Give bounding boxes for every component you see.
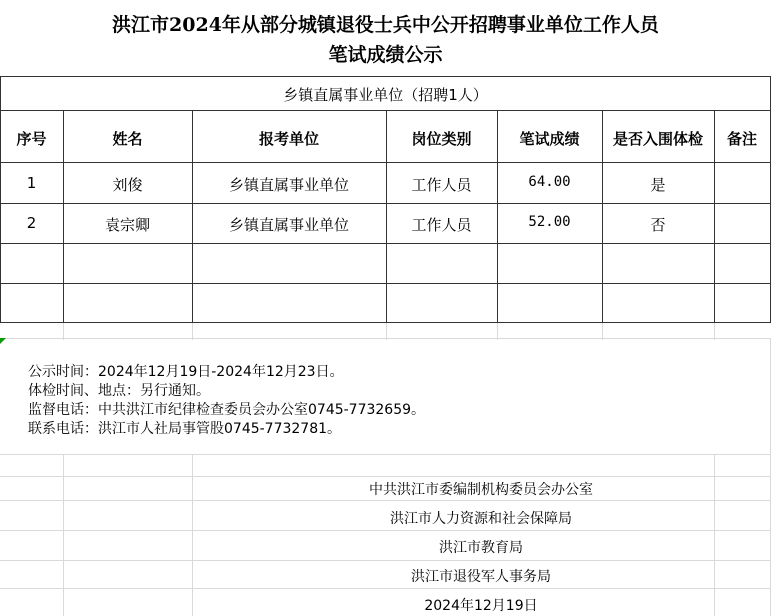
gridline	[63, 322, 64, 340]
gridline	[63, 454, 64, 616]
header-remarks: 备注	[726, 130, 757, 148]
signature-org-4: 洪江市退役军人事务局	[411, 569, 551, 585]
document-subtitle-title: 笔试成绩公示	[328, 44, 443, 66]
cell-index: 2	[26, 214, 37, 232]
header-position: 岗位类别	[411, 130, 472, 148]
gridline	[386, 322, 387, 340]
header-shortlisted: 是否入围体检	[612, 130, 703, 148]
gridline	[192, 454, 193, 616]
gridline	[0, 588, 771, 589]
signature-org-3: 洪江市教育局	[439, 540, 523, 556]
cell-unit: 乡镇直属事业单位	[228, 176, 349, 194]
header-name: 姓名	[112, 130, 143, 148]
header-index: 序号	[16, 130, 47, 148]
cell-shortlisted: 否	[650, 216, 666, 234]
gridline	[0, 560, 771, 561]
gridline	[0, 530, 771, 531]
cell-comment-marker	[0, 338, 6, 344]
cell-score: 52.00	[528, 214, 571, 230]
note-physical-exam: 体检时间、地点：另行通知。	[28, 383, 210, 399]
note-supervision-phone: 监督电话：中共洪江市纪律检查委员会办公室0745-7732659。	[28, 402, 426, 418]
gridline	[0, 500, 771, 501]
cell-position: 工作人员	[411, 176, 472, 194]
cell-position: 工作人员	[411, 216, 472, 234]
table-border	[0, 76, 1, 323]
note-contact-phone: 联系电话：洪江市人社局事管股0745-7732781。	[28, 421, 342, 437]
gridline	[714, 454, 715, 616]
gridline	[602, 322, 603, 340]
cell-score: 64.00	[528, 174, 571, 190]
header-score: 笔试成绩	[519, 130, 580, 148]
section-subtitle: 乡镇直属事业单位（招聘1人）	[283, 86, 488, 104]
cell-name: 刘俊	[112, 176, 143, 194]
signature-org-1: 中共洪江市委编制机构委员会办公室	[369, 482, 593, 498]
gridline	[192, 322, 193, 340]
cell-unit: 乡镇直属事业单位	[228, 216, 349, 234]
cell-index: 1	[26, 174, 37, 192]
note-publicity-period: 公示时间：2024年12月19日-2024年12月23日。	[28, 364, 344, 380]
document-title: 洪江市2024年从部分城镇退役士兵中公开招聘事业单位工作人员	[112, 14, 659, 36]
signature-date: 2024年12月19日	[424, 598, 538, 614]
cell-name: 袁宗卿	[104, 216, 150, 234]
gridline	[714, 322, 715, 340]
gridline	[0, 476, 771, 477]
gridline	[0, 454, 771, 455]
gridline	[497, 322, 498, 340]
header-unit: 报考单位	[258, 130, 319, 148]
signature-org-2: 洪江市人力资源和社会保障局	[390, 511, 572, 527]
table-border	[0, 76, 771, 77]
cell-shortlisted: 是	[650, 176, 666, 194]
